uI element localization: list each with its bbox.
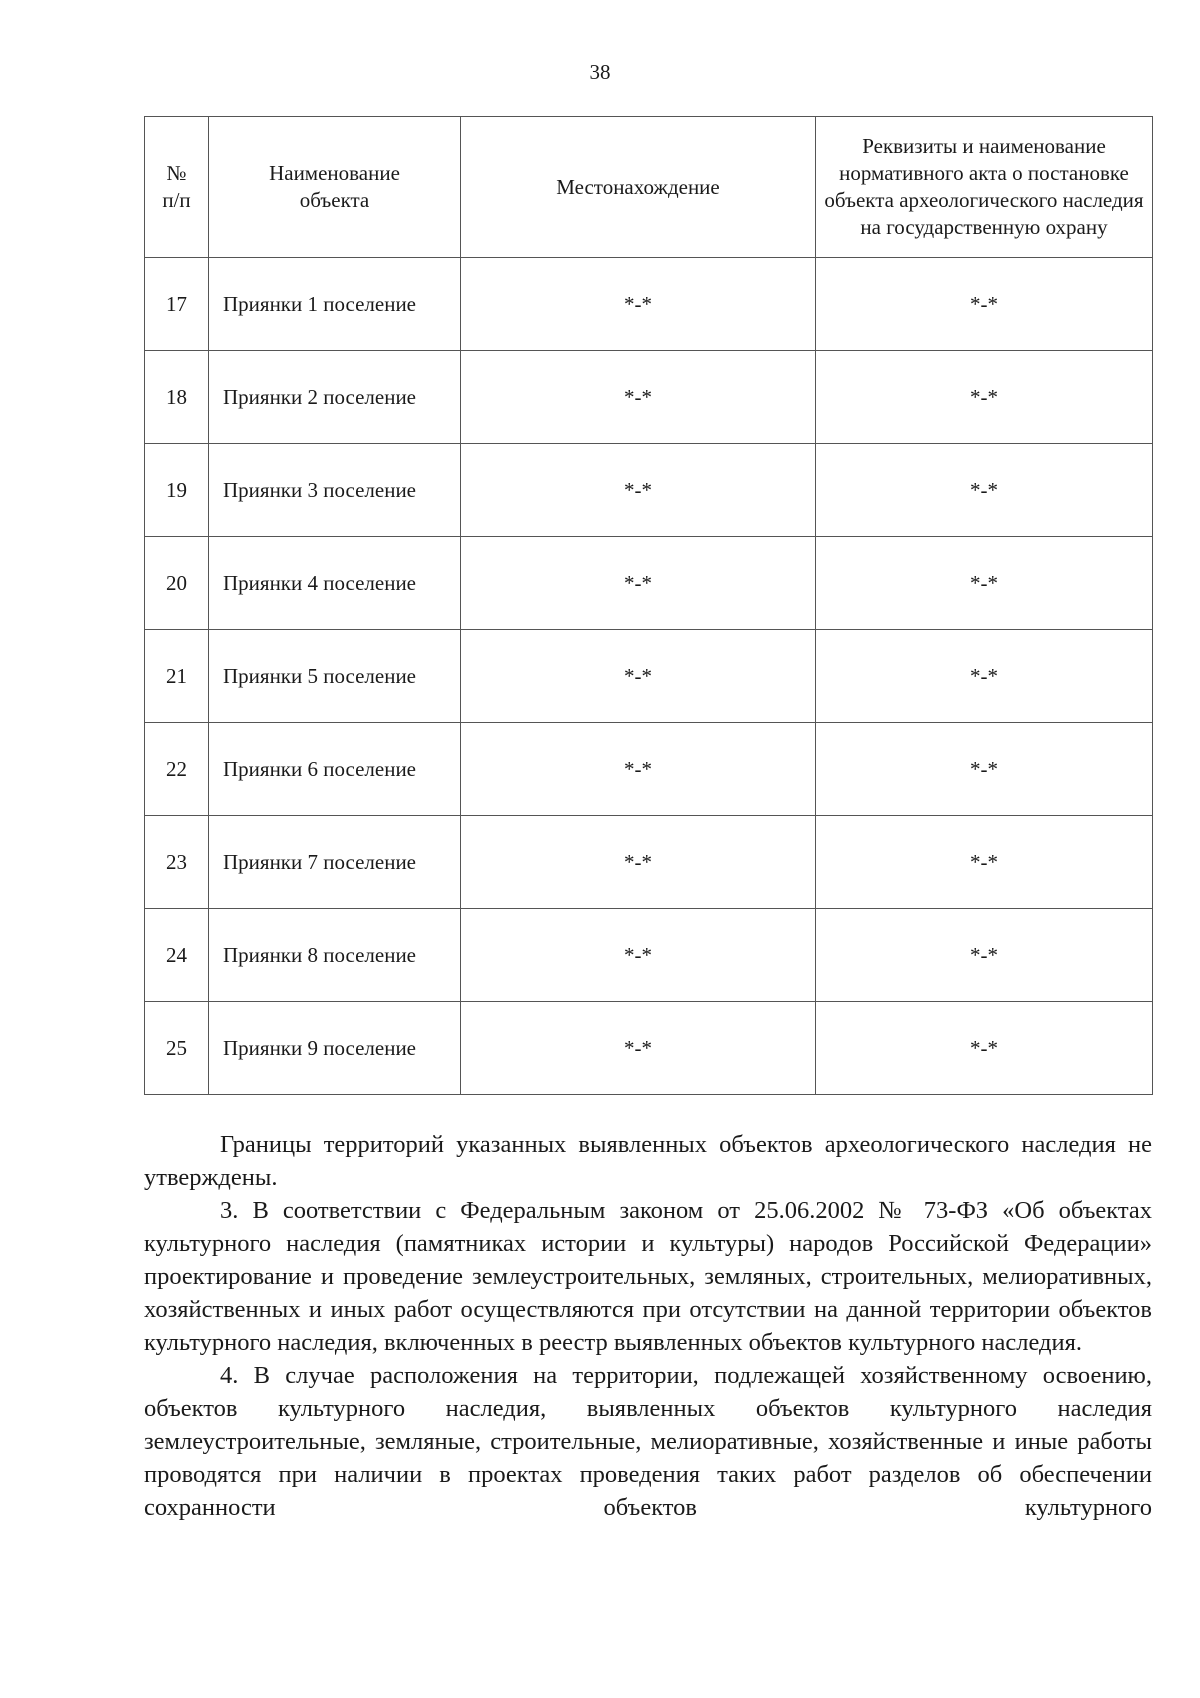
row-number-cell: 22 <box>145 723 209 816</box>
table-row <box>145 630 1153 723</box>
object-name-cell: Приянки 2 поселение <box>209 351 461 444</box>
location-cell: *-* <box>461 1002 816 1095</box>
act-details-cell: *-* <box>816 351 1153 444</box>
row-number-cell: 24 <box>145 909 209 1002</box>
table-row <box>145 816 1153 909</box>
object-name-cell: Приянки 4 поселение <box>209 537 461 630</box>
object-name-cell: Приянки 8 поселение <box>209 909 461 1002</box>
object-name-cell: Приянки 9 поселение <box>209 1002 461 1095</box>
row-number-cell: 21 <box>145 630 209 723</box>
table-row <box>145 258 1153 351</box>
table-header-row <box>145 117 1153 258</box>
act-details-cell: *-* <box>816 630 1153 723</box>
location-cell: *-* <box>461 909 816 1002</box>
table-row <box>145 444 1153 537</box>
paragraph-boundaries: Границы территорий указанных выявленных объектов археологического наследия не утверждены. <box>144 1131 1152 1191</box>
location-cell: *-* <box>461 537 816 630</box>
header-number: № п/п <box>145 117 209 258</box>
act-details-cell: *-* <box>816 1002 1153 1095</box>
row-number-cell: 20 <box>145 537 209 630</box>
table-row <box>145 723 1153 816</box>
paragraph-3: 3. В соответствии с Федеральным законом от 25.06.2002 № 73-ФЗ «Об объектах культурного наследия (памятниках истории и культуры) народов Российской Федерации» проектирование и проведение землеустроительных, земляных, строительных, мелиоративных, хозяйственных и иных работ осуществляются при отсутствии на данной территории объектов культурного наследия, включенных в реестр выявленных объектов культурного наследия. <box>144 1197 1152 1356</box>
header-act-details: Реквизиты и наименование нормативного акта о постановке объекта археологического наследия на государственную охрану <box>816 117 1153 258</box>
table-row <box>145 537 1153 630</box>
location-cell: *-* <box>461 258 816 351</box>
location-cell: *-* <box>461 444 816 537</box>
object-name-cell: Приянки 1 поселение <box>209 258 461 351</box>
act-details-cell: *-* <box>816 723 1153 816</box>
table-body <box>145 258 1153 1095</box>
header-location: Местонахождение <box>461 117 816 258</box>
body-text <box>144 1128 1152 1524</box>
location-cell: *-* <box>461 816 816 909</box>
table-row <box>145 1002 1153 1095</box>
table-row <box>145 909 1153 1002</box>
row-number-cell: 19 <box>145 444 209 537</box>
location-cell: *-* <box>461 351 816 444</box>
row-number-cell: 23 <box>145 816 209 909</box>
act-details-cell: *-* <box>816 816 1153 909</box>
heritage-objects-table <box>144 116 1153 1095</box>
location-cell: *-* <box>461 630 816 723</box>
act-details-cell: *-* <box>816 444 1153 537</box>
row-number-cell: 18 <box>145 351 209 444</box>
paragraph-4: 4. В случае расположения на территории, подлежащей хозяйственному освоению, объектов культурного наследия, выявленных объектов культурного наследия землеустроительные, земляные, строительные, мелиоративные, хозяйственные и иные работы проводятся при наличии в проектах проведения таких работ разделов об обеспечении сохранности объектов культурного <box>144 1362 1152 1521</box>
act-details-cell: *-* <box>816 537 1153 630</box>
object-name-cell: Приянки 5 поселение <box>209 630 461 723</box>
object-name-cell: Приянки 3 поселение <box>209 444 461 537</box>
table-row <box>145 351 1153 444</box>
location-cell: *-* <box>461 723 816 816</box>
page-number: 38 <box>589 60 611 84</box>
object-name-cell: Приянки 6 поселение <box>209 723 461 816</box>
act-details-cell: *-* <box>816 909 1153 1002</box>
row-number-cell: 17 <box>145 258 209 351</box>
act-details-cell: *-* <box>816 258 1153 351</box>
row-number-cell: 25 <box>145 1002 209 1095</box>
header-object-name: Наименование объекта <box>209 117 461 258</box>
object-name-cell: Приянки 7 поселение <box>209 816 461 909</box>
